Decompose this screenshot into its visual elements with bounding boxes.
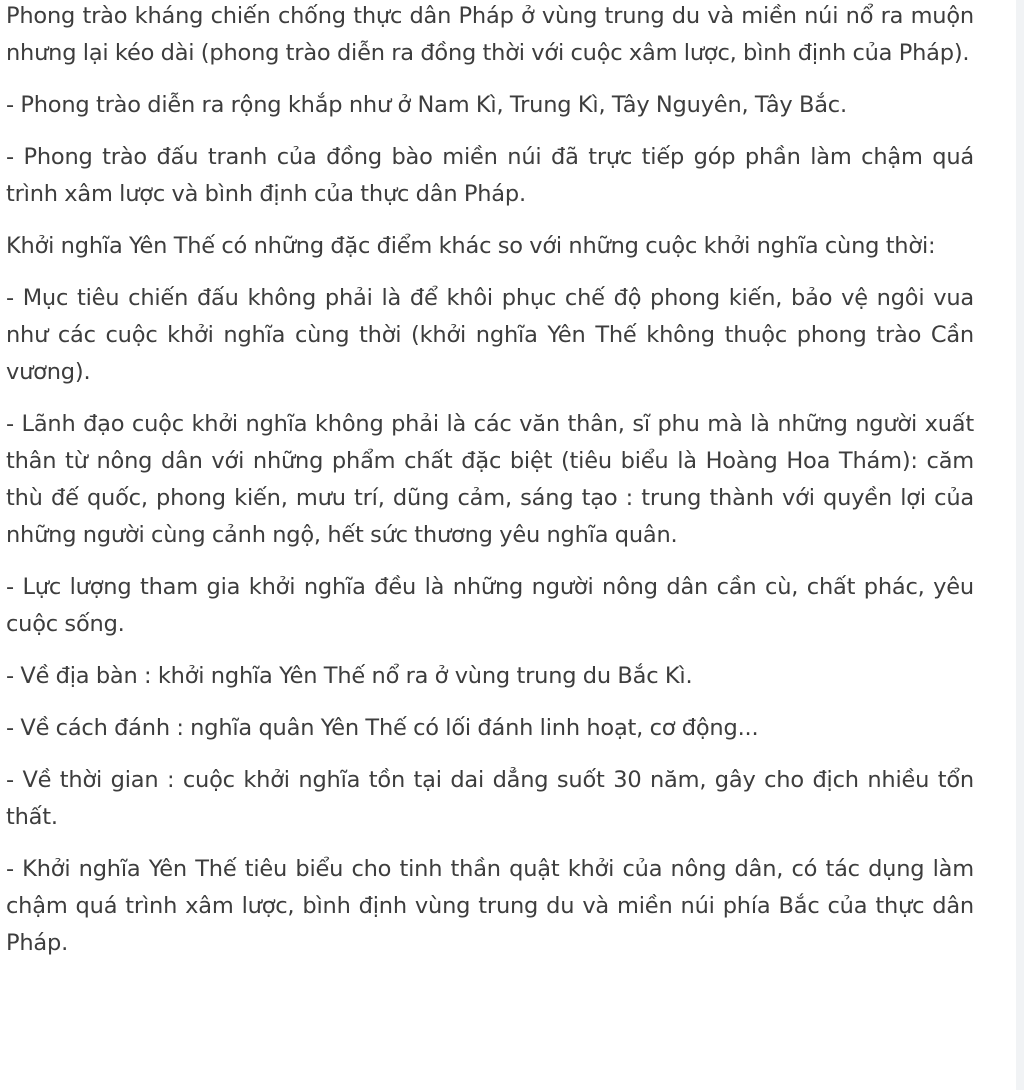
answer-content xyxy=(6,0,974,977)
paragraph-bullet-tactics: - Về cách đánh : nghĩa quân Yên Thế có lối đánh linh hoạt, cơ động... xyxy=(6,715,759,741)
paragraph-bullet-significance: - Khởi nghĩa Yên Thế tiêu biểu cho tinh thần quật khởi của nông dân, có tác dụng làm chậm quá trình xâm lược, bình định vùng trung du và miền núi phía Bắc của thực dân Pháp. xyxy=(6,856,974,956)
paragraph-bullet-leadership: - Lãnh đạo cuộc khởi nghĩa không phải là các văn thân, sĩ phu mà là những người xuất thân từ nông dân với những phẩm chất đặc biệt (tiêu biểu là Hoàng Hoa Thám): căm thù đế quốc, phong kiến, mưu trí, dũng cảm, sáng tạo : trung thành với quyền lợi của những người cùng cảnh ngộ, hết sức thương yêu nghĩa quân. xyxy=(6,411,974,548)
paragraph-bullet-duration: - Về thời gian : cuộc khởi nghĩa tồn tại dai dẳng suốt 30 năm, gây cho địch nhiều tổn thất. xyxy=(6,767,974,830)
paragraph-bullet-forces: - Lực lượng tham gia khởi nghĩa đều là những người nông dân cần cù, chất phác, yêu cuộc sống. xyxy=(6,574,974,637)
paragraph-intro: Phong trào kháng chiến chống thực dân Pháp ở vùng trung du và miền núi nổ ra muộn nhưng lại kéo dài (phong trào diễn ra đồng thời với cuộc xâm lược, bình định của Pháp). xyxy=(6,3,974,66)
paragraph-bullet-scope: - Phong trào diễn ra rộng khắp như ở Nam Kì, Trung Kì, Tây Nguyên, Tây Bắc. xyxy=(6,92,847,118)
paragraph-bullet-goal: - Mục tiêu chiến đấu không phải là để khôi phục chế độ phong kiến, bảo vệ ngôi vua như các cuộc khởi nghĩa cùng thời (khởi nghĩa Yên Thế không thuộc phong trào Cần vương). xyxy=(6,285,974,385)
paragraph-bullet-territory: - Về địa bàn : khởi nghĩa Yên Thế nổ ra ở vùng trung du Bắc Kì. xyxy=(6,663,693,689)
scrollbar-track[interactable] xyxy=(1016,0,1024,1090)
paragraph-bullet-impact: - Phong trào đấu tranh của đồng bào miền núi đã trực tiếp góp phần làm chậm quá trình xâm lược và bình định của thực dân Pháp. xyxy=(6,144,974,207)
paragraph-yen-the-intro: Khởi nghĩa Yên Thế có những đặc điểm khác so với những cuộc khởi nghĩa cùng thời: xyxy=(6,233,936,259)
